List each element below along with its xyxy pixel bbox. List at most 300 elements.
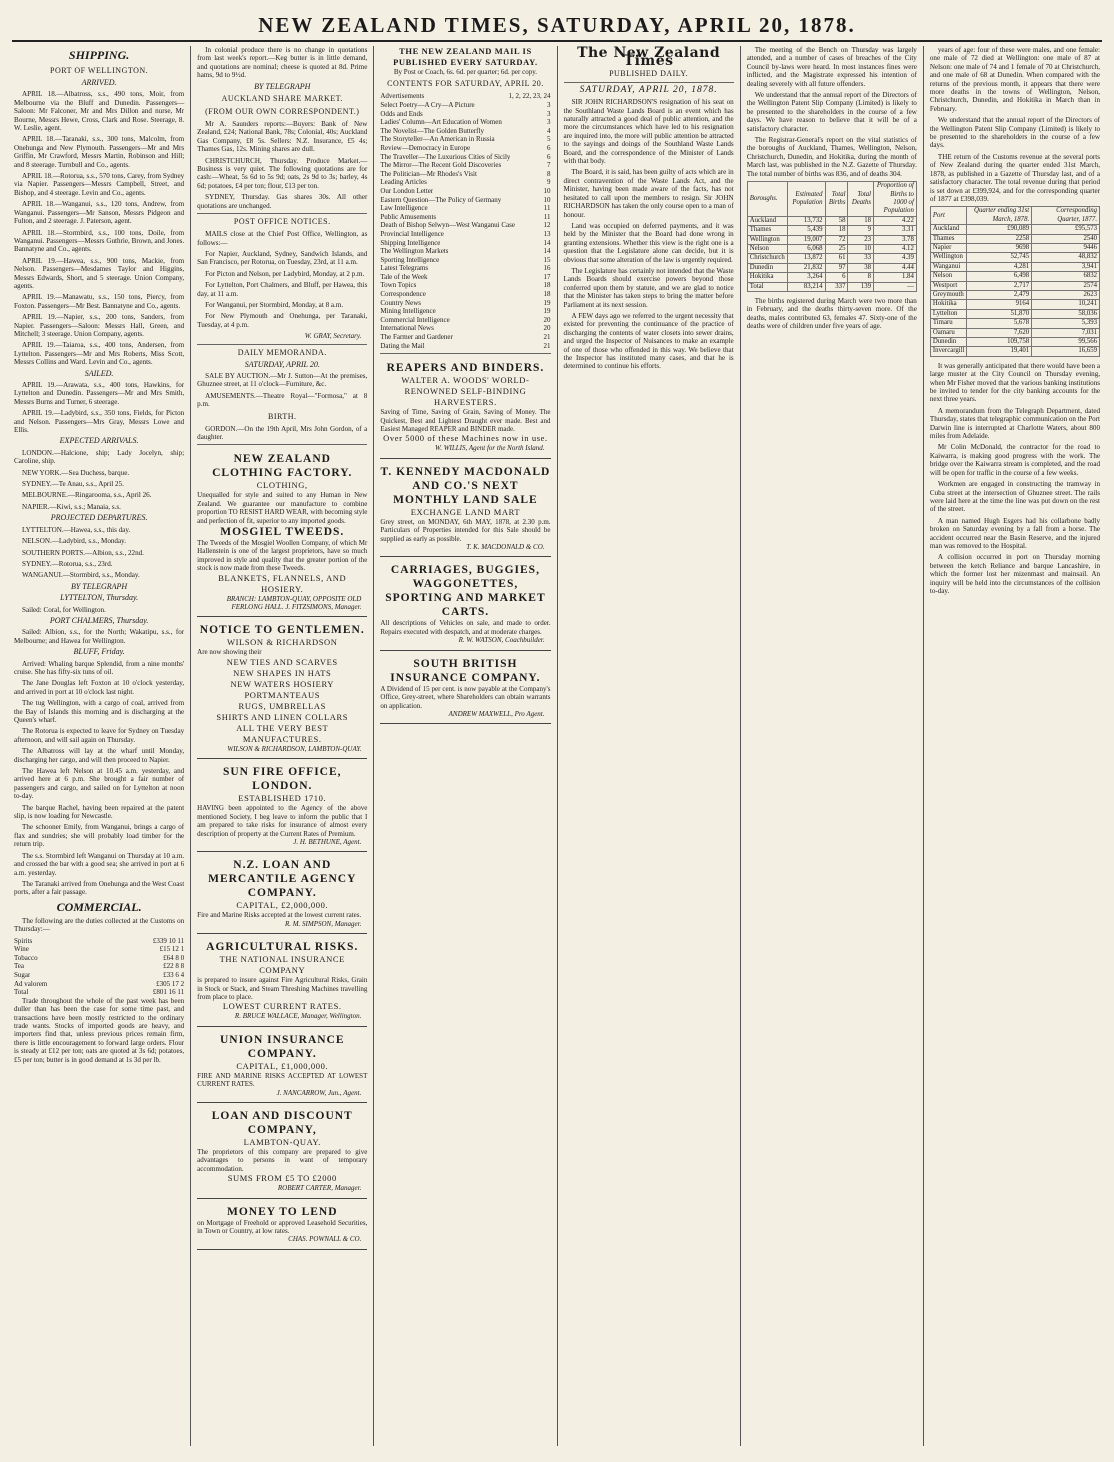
stats-cell: 18 [848,216,874,225]
local-news-paragraph: Mr Colin McDonald, the contractor for the road to Kaiwarra, is making good progress with the work. The bridge over the Kaiwarra stream is completed, and the road will be open for traffic in the course of a few weeks. [929,443,1101,477]
stats-cell: — [874,282,917,291]
ad-title: SUN FIRE OFFICE, LONDON. [222,766,342,793]
arrival-entry: APRIL 19.—Napier, s.s., 200 tons, Sanders, from Napier. Passengers—Saloon: Messrs Hall, Green, and Mitchell; 3 steerage. Union Company, agents. [14,313,185,338]
telegraph-list [14,594,184,676]
ad-subtitle: WALTER A. WOODS' WORLD-RENOWNED SELF-BINDING HARVESTERS. [401,375,530,408]
telegraph-heading: BY TELEGRAPH [70,581,128,591]
contents-row [380,273,550,282]
ad-line: NEW TIES AND SCARVES [226,656,338,667]
stats-row [747,244,916,253]
stats-row [747,254,916,263]
paper-title: The New Zealand Times [577,46,721,70]
stats-cell: 3.78 [874,235,917,244]
port-news-item: The Taranaki arrived from Onehunga and the West Coast ports, after a fair passage. [14,879,185,897]
contents-list [380,92,550,350]
customs-cell: 52,745 [967,253,1032,262]
contents-page: 4 [547,126,551,135]
ad-body: The proprietors of this company are prepared to give advantages to persons in want of temporary accommodation. [197,1147,368,1173]
contents-row [380,118,550,127]
port-news-list [14,679,184,896]
stats-row [747,216,916,225]
ad-title: N.Z. LOAN AND MERCANTILE AGENCY COMPANY. [208,859,357,900]
customs-cell: 6,498 [967,272,1032,281]
contents-item: Town Topics [380,281,417,290]
contents-page: 3 [547,101,551,109]
contents-page: 21 [543,341,551,350]
contents-heading: CONTENTS FOR SATURDAY, APRIL 20. [387,79,544,89]
contents-item: Sporting Intelligence [380,255,440,264]
port-news-item: The Hawea left Nelson at 10.45 a.m. yesterday, and arrived here at 6 p.m. She brought a fair number of passengers and cargo, and sailed on for Lyttelton at noon to-day. [14,767,185,801]
projected-entry: WANGANUI.—Stormbird, s.s., Monday. [22,571,140,580]
contents-row [380,290,550,299]
sydney-text: SYDNEY, Thursday. Gas shares 30s. All other quotations are unchanged. [197,193,368,210]
contents-page: 10 [543,186,551,195]
ad-title: NEW ZEALAND CLOTHING FACTORY. [212,453,353,480]
ad-title: UNION INSURANCE COMPANY. [219,1033,345,1060]
customs-header [930,207,1099,225]
left-advertisement [197,448,367,617]
ad-title: NOTICE TO GENTLEMEN. [199,624,365,637]
ad-line: NEW WATERS HOSIERY [230,678,335,689]
customs-table [930,206,1100,357]
contents-row [380,333,550,342]
mail-column [373,46,556,1446]
projected-entry: NELSON.—Ladybird, s.s., Monday. [22,537,126,546]
contents-item: The Traveller—The Luxurious Cities of Sicily [380,152,511,161]
contents-page: 13 [543,229,551,238]
ad-subtitle: LAMBTON-QUAY. [243,1136,321,1147]
port-news-item: The Albatross will lay at the wharf until Monday, discharging her cargo, and will then proceed to Napier. [14,747,185,764]
memoranda-date: SATURDAY, APRIL 20. [244,359,320,369]
advertisements-right [380,357,550,724]
port-news-item: The Rotorua is expected to leave for Sydney on Tuesday afternoon, and will sail again on Thursday. [14,727,185,744]
customs-cell: Oamaru [930,328,967,337]
duty-amount: £64 8 0 [163,953,185,962]
ad-signature: CHAS. POWNALL & CO. [288,1235,362,1244]
stats-row [747,282,916,291]
sailed-heading: SAILED. [84,368,114,378]
ad-title: LOAN AND DISCOUNT COMPANY, [211,1109,353,1136]
left-advertisement [197,1201,367,1250]
post-office-intro: MAILS close at the Chief Post Office, Wellington, as follows:— [197,230,368,247]
contents-item: International News [380,324,434,333]
duty-amount: £15 12 1 [159,945,185,954]
customs-row [930,347,1099,356]
arrival-entry: APRIL 19.—Manawatu, s.s., 150 tons, Piercy, from Foxton. Passengers—Mr Best. Bannatyne and Co., agents. [14,293,185,310]
contents-row [380,221,550,230]
left-advertisement [197,936,367,1027]
contents-item: The Novelist—The Golden Butterfly [380,126,484,135]
notices-column [190,46,373,1446]
expected-list [14,449,184,511]
customs-cell: 2,717 [967,281,1032,290]
contents-row [380,92,550,101]
ad-body: FIRE AND MARINE RISKS ACCEPTED AT LOWEST CURRENT RATES. [197,1071,368,1089]
contents-item: Law Intelligence [380,204,428,213]
news-paragraph: We understand that the annual report of the Directors of the Wellington Patent Slip Company (Limited) is likely to be presented to the shareholders in the course of a few days. We have reason to believe that it will be of a satisfactory character. [746,91,917,133]
left-advertisement [197,1029,367,1103]
arrival-entry: APRIL 19.—Hawea, s.s., 900 tons, Mackie, from Nelson. Passengers—Mesdames Taylor and Higgins, Messrs Edwards, Short, and 5 steerage. Union Company, agents. [14,256,185,290]
contents-row [380,281,550,290]
contents-page: 7 [547,161,551,170]
telegraph-place: LYTTELTON, Thursday. [60,593,139,603]
customs-cell: Invercargill [930,347,967,356]
duty-row [14,988,184,997]
sailed-entry: APRIL 19.—Ladybird, s.s., 350 tons, Fields, for Picton and Nelson. Passengers—Mrs Gray, Messrs Lowe and Ellis. [14,409,185,435]
shipping-heading: SHIPPING. [68,48,130,62]
post-office-heading: POST OFFICE NOTICES. [233,217,331,227]
customs-col-header: Port [930,207,967,225]
memoranda-item: AMUSEMENTS.—Theatre Royal—"Formosa," at 8 p.m. [197,391,368,409]
customs-col-header: Quarter ending 31st March, 1878. [967,207,1032,225]
contents-item: Advertisements [380,92,425,101]
contents-row [380,144,550,153]
contents-page: 14 [543,247,551,256]
memoranda-list [197,372,367,409]
correspondent-note: (FROM OUR OWN CORRESPONDENT.) [205,107,360,117]
customs-cell: 99,566 [1032,338,1100,347]
divider [197,213,367,214]
arrival-entry: APRIL 18.—Albatross, s.s., 490 tons, Moir, from Melbourne via the Bluff and Dunedin. Passengers—Saloon: Mr Falconer, Mr and Mrs Dillon and nurse, Mr Bourne, Messrs Hewe, Cross, Clark and Rose. Steerage, 8. W. Leslie, agent. [14,90,185,133]
contents-row [380,256,550,265]
stats-cell: Wellington [747,235,787,244]
expected-entry: SYDNEY.—Te Anau, s.s., April 25. [22,480,124,489]
customs-cell: 9446 [1032,243,1100,252]
contents-item: Mining Intelligence [380,307,436,316]
customs-cell: 2258 [967,234,1032,243]
customs-cell: 9698 [967,243,1032,252]
birth-heading: BIRTH. [267,411,297,421]
stats-col-header: Proportion of Births to 1000 of Population [874,182,917,217]
contents-row [380,342,550,351]
arrival-entry: APRIL 18.—Taranaki, s.s., 300 tons, Malcolm, from Onehunga and New Plymouth. Passengers—Mr and Mrs Griffin, Mr Crawford, Messrs Martin, Robinson and Hill; and 8 steerage. Turnbull and Co., agents. [14,135,185,169]
right-advertisement [380,357,550,459]
arrival-entry: APRIL 18.—Stormbird, s.s., 100 tons, Doile, from Wanganui. Passengers—Messrs Guthrie, Brown, and Jones. Bannatyne and Co., agents. [14,228,185,254]
editorial-paragraphs [564,267,734,371]
customs-cell: 2540 [1032,234,1100,243]
contents-row [380,187,550,196]
contents-row [380,110,550,119]
stats-cell: 10 [848,244,874,253]
duty-row [14,971,184,980]
stats-cell: 13,872 [787,254,825,263]
contents-row [380,324,550,333]
local-news-paragraph: It was generally anticipated that there would have been a large muster at the City Council on Thursday evening, when Mr Fisher moved that the various banking institutions be invited to tender for the city banking accounts for the next three years. [929,361,1101,404]
stats-cell: 1.84 [874,273,917,282]
customs-cell: Auckland [930,225,967,234]
contents-row [380,161,550,170]
memoranda-heading: DAILY MEMORANDA. [237,347,327,357]
customs-cell: 3,941 [1032,262,1100,271]
duty-amount: £339 10 11 [152,936,185,945]
post-office-item: For Picton and Nelson, per Ladybird, Monday, at 2 p.m. [205,269,365,278]
ad-body: Saving of Time, Saving of Grain, Saving of Money. The Quickest, Best and Lightest Draught ever made. Best and Easiest Managed REAPER and BINDER made. [380,408,551,434]
commercial-intro: The following are the duties collected at the Customs on Thursday:— [14,916,185,934]
ad-signature: T. K. MACDONALD & CO. [466,543,545,552]
local-news-paragraphs [930,46,1100,203]
customs-row [930,262,1099,271]
duty-item: Total [14,988,29,997]
contents-row [380,135,550,144]
leading-paragraph: The Board, it is said, has been guilty of acts which are in direct contravention of the Waste Lands Act, and the Minister, having been made aware of the facts, has not hesitated to call upon the members to resign. Sir JOHN RICHARDSON has taken the only course open to a man of honour. [563,168,734,219]
news-column [740,46,923,1446]
exchange-note: In colonial produce there is no change in quotations from last week's report.—Keg butter is in little demand, and quotations are nominal; cheese is quoted at 8d. Prime hams, 9d to 9½d. [197,46,368,80]
contents-row [380,299,550,308]
stats-cell: Thames [747,226,787,235]
contents-item: Review—Democracy in Europe [380,143,471,152]
ad-extra-body: The Tweeds of the Mosgiel Woollen Company, of which Mr Hallenstein is one of the largest proprietors, have so much improved in style and quality that the greater portion of the stock is now made from these Tweeds. [197,539,368,573]
left-advertisement [197,1105,367,1199]
share-market-heading: AUCKLAND SHARE MARKET. [221,94,343,104]
contents-item: Public Amusements [380,212,437,221]
contents-page: 6 [547,152,551,161]
contents-row [380,178,550,187]
customs-cell: Dunedin [930,338,967,347]
contents-item: Ladies' Column—Art Education of Women [380,118,502,127]
masthead-title: NEW ZEALAND TIMES, SATURDAY, APRIL 20, 1878. [258,13,856,37]
sailed-list [14,381,184,434]
ad-title: MONEY TO LEND [226,1205,338,1218]
customs-cell: £95,573 [1032,225,1100,234]
customs-cell: Nelson [930,272,967,281]
customs-cell: 2574 [1032,281,1100,290]
contents-item: The Wellington Markets [380,247,449,256]
duty-item: Tobacco [14,953,38,962]
port-news-item: The schooner Emily, from Wanganui, brings a cargo of flax and sundries; she will probably load timber for the return trip. [14,823,185,849]
right-advertisement [380,653,550,725]
divider [564,82,734,83]
ad-signature: ROBERT CARTER, Manager. [277,1184,362,1193]
ad-title: CARRIAGES, BUGGIES, WAGGONETTES, SPORTING AND MARKET CARTS. [385,564,546,619]
contents-row [380,127,550,136]
ad-body: HAVING been appointed to the Agency of the above mentioned Society, I beg leave to inform the public that I am prepared to take risks for insurance of almost every description of property at the Current Rates of Premium. [197,804,368,838]
stats-cell: 83,214 [787,282,825,291]
ad-line: NEW SHAPES IN HATS [233,667,332,678]
projected-entry: LYTTELTON.—Hawea, s.s., this day. [22,525,131,534]
customs-cell: 9164 [967,300,1032,309]
stats-cell: 61 [825,254,848,263]
news-paragraphs [747,46,917,133]
duty-item: Wine [14,945,29,954]
customs-cell: 2,479 [967,290,1032,299]
stats-cell: 58 [825,216,848,225]
contents-page: 11 [543,212,551,221]
ad-title: SOUTH BRITISH INSURANCE COMPANY. [390,657,541,684]
customs-cell: 58,036 [1032,309,1100,318]
customs-cell: 10,241 [1032,300,1100,309]
customs-cell: 6832 [1032,272,1100,281]
ad-line: Over 5000 of these Machines now in use. [383,433,548,444]
ad-line: RUGS, UMBRELLAS [238,700,326,711]
contents-item: Select Poetry—A Cry—A Picture [380,101,475,109]
ad-subtitle: CAPITAL, £2,000,000. [236,900,329,911]
contents-item: The Mirror—The Recent Gold Discoveries [380,161,502,170]
contents-page: 8 [547,169,551,178]
contents-page: 18 [543,290,551,299]
leading-paragraph: SIR JOHN RICHARDSON'S resignation of his seat on the Southland Waste Lands Board is an event which has naturally attracted a good deal of public attention, and the more the circumstances which have led to his resignation are inquired into, the more will public attention be attracted to the sayings and doings of the Southland Waste Lands Board, and the correspondence of the Minister of Lands with that body. [563,98,734,166]
leading-article [564,98,734,264]
stats-cell: Christchurch [747,254,787,263]
columns [8,46,1106,1446]
customs-cell: 19,401 [967,347,1032,356]
stats-cell: 19,007 [787,235,825,244]
expected-entry: MELBOURNE.—Ringarooma, s.s., April 26. [22,491,152,500]
local-news-paragraph: We understand that the annual report of the Directors of the Wellington Patent Slip Company (Limited) is likely to be presented to the shareholders in the course of a few days. [929,116,1101,150]
post-office-signature: W. GRAY, Secretary. [304,332,362,341]
ad-body: on Mortgage of Freehold or approved Leasehold Securities, in Town or Country, at low rates. [197,1218,368,1235]
customs-row [930,328,1099,337]
customs-cell: Hokitika [930,300,967,309]
ad-subtitle: ESTABLISHED 1710. [238,793,327,804]
contents-item: Correspondence [380,290,426,299]
stats-cell: 9 [848,226,874,235]
vital-stats-header [747,182,916,217]
projected-entry: SYDNEY.—Rotorua, s.s., 23rd. [22,559,113,568]
ad-title: AGRICULTURAL RISKS. [206,941,359,954]
contents-page: 20 [543,315,551,324]
contents-item: Death of Bishop Selwyn—West Wanganui Case [380,221,515,230]
arrival-entry: APRIL 18.—Wanganui, s.s., 120 tons, Andrew, from Wanganui. Passengers—Mr Sanson, Messrs Pidgeon and Fulton, and 2 steerage. J. Paterson, agent. [14,200,185,226]
duty-item: Ad valorem [14,979,48,988]
stats-col-header: Total Deaths [848,182,874,217]
customs-cell: Thames [930,234,967,243]
ad-subtitle: THE NATIONAL INSURANCE COMPANY [219,954,345,976]
ad-body: is prepared to insure against Fire Agricultural Risks, Grain in Stock or Stack, and Steam Threshing Machines travelling from place to place. [197,976,368,1001]
leading-paragraph: Land was occupied on deferred payments, and it was held by the Minister that the Board had done wrong in granting extensions. Whether this view is the right one is a question that the Legislature alone can decide, but it is obvious that some alteration of the law is urgently required. [563,221,734,264]
ad-extra-title: MOSGIEL TWEEDS. [220,526,345,539]
mail-price: By Post or Coach, 6s. 6d. per quarter; 6d. per copy. [393,68,538,76]
editorial-paragraph: A FEW days ago we referred to the urgent necessity that existed for preventing the continuance of the practice of discharging the contents of water closets into sewer drains, and urged the Inspector of Nuisances to make an example of one of those who offended in this way. We believe that the Inspector has instituted many cases, and that he is determined to continue his efforts. [563,311,734,371]
ad-body: A Dividend of 15 per cent. is now payable at the Company's Office, Grey-street, where Shareholders can obtain warrants on application. [380,684,551,710]
ad-body: Grey street, on MONDAY, 6th MAY, 1878, at 2.30 p.m. Particulars of Properties intended for this Sale should be supplied as early as possible. [380,517,551,543]
post-office-list [197,250,367,329]
customs-cell: Timaru [930,319,967,328]
stats-row [747,263,916,272]
arrived-heading: ARRIVED. [81,78,117,87]
post-office-item: For Lyttelton, Port Chalmers, and Bluff, per Hawea, this day, at 11 a.m. [197,281,368,298]
arrival-entry: APRIL 18.—Rotorua, s.s., 570 tons, Carey, from Sydney via Napier. Passengers—Messrs Campbell, Street, and Bishop, and 4 steerage. Levin and Co., agents. [14,172,185,197]
duty-row [14,980,184,989]
port-heading: PORT OF WELLINGTON. [50,66,149,75]
birth-text: GORDON.—On the 19th April, Mrs John Gordon, of a daughter. [197,424,368,441]
port-news-item: The tug Wellington, with a cargo of coal, arrived from the Bay of Islands this morning and is discharging at the Queen's wharf. [14,699,185,724]
contents-row [380,213,550,222]
divider [197,444,367,445]
duty-amount: £33 6 4 [163,970,185,979]
contents-page: 20 [543,324,551,333]
local-news-paragraphs-2 [930,362,1100,596]
ad-body: Unequalled for style and suited to any Human in New Zealand. We guarantee our manufacture to combine proportion TO RESIST HARD WEAR, with becoming style and perfection of fit, superior to any imported goods. [197,491,368,525]
ad-subtitle: CLOTHING, [256,480,308,491]
expected-entry: NAPIER.—Kiwi, s.s.; Manaia, s.s. [22,502,121,511]
stats-cell: 4.12 [874,244,917,253]
local-news-paragraph: Workmen are engaged in constructing the tramway in Cuba street at the intersection of Ghuznee street. The rails were laid here at the time the line was put down on the rest of the street. [929,480,1101,514]
stats-cell: 25 [825,244,848,253]
customs-row [930,272,1099,281]
ad-signature: W. WILLIS, Agent for the North Island. [435,444,545,453]
local-news-paragraph: A memorandum from the Telegraph Department, dated Thursday, states that telegraphic communication on the Port Darwin line is interrupted at Charlotte Waters, about 800 miles from Adelaide. [929,406,1101,441]
contents-item: Odds and Ends [380,109,423,118]
customs-body [930,225,1099,357]
duty-item: Sugar [14,970,31,979]
stats-cell: 97 [825,263,848,272]
port-news-item: The s.s. Stormbird left Wanganui on Thursday at 10 a.m. and crossed the bar with a good sea; she arrived in port at 6 a.m. yesterday. [14,851,185,877]
left-advertisement [197,854,367,934]
arrivals-list [14,90,184,366]
duties-list [14,937,184,997]
contents-page: 14 [543,238,551,247]
paper-subtitle: PUBLISHED DAILY. [609,68,689,78]
customs-row [930,338,1099,347]
duty-amount: £22 8 8 [163,962,185,971]
right-advertisement [380,461,550,558]
left-advertisement [197,619,367,759]
stats-col-header: Boroughs. [747,182,787,217]
vital-stats-body [747,216,916,291]
stats-cell: 139 [848,282,874,291]
stats-cell: 4.44 [874,263,917,272]
ad-body: All descriptions of Vehicles on sale, and made to order. Repairs executed with despatch, and at moderate charges. [380,619,551,636]
projected-heading: PROJECTED DEPARTURES. [50,513,148,523]
customs-cell: 109,758 [967,338,1032,347]
stats-cell: 4.39 [874,254,917,263]
telegraph-place: BLUFF, Friday. [73,647,125,657]
contents-item: The Politician—Mr Rhodes's Visit [380,169,477,178]
contents-row [380,264,550,273]
customs-row [930,253,1099,262]
ad-line: SHIRTS AND LINEN COLLARS [216,711,349,722]
expected-entry: LONDON.—Halcione, ship; Lady Jocelyn, ship; Caroline, ship. [14,448,185,466]
arrival-entry: APRIL 19.—Taiaroa, s.s., 400 tons, Andersen, from Lyttelton. Passengers—Mr and Mrs Roberts, Miss Scott, Messrs Collins and Ward. Levin and Co., agents. [14,341,185,367]
divider [197,344,367,345]
customs-row [930,300,1099,309]
customs-row [930,234,1099,243]
customs-col-header: Corresponding Quarter, 1877. [1032,207,1100,225]
vital-stats-table [747,181,917,292]
stats-cell: 337 [825,282,848,291]
contents-item: Leading Articles [380,178,427,187]
contents-row [380,170,550,179]
stats-cell: Nelson [747,244,787,253]
stats-col-header: Total Births [825,182,848,217]
contents-row [380,307,550,316]
telegraph-place: PORT CHALMERS, Thursday. [49,615,149,625]
local-news-paragraph: A man named Hugh Esgers had his collarbone badly broken on Saturday evening by a fall from a horse. The accident occurred near the Basin Reserve, and the injured man was removed to the Hospital. [929,516,1101,550]
contents-row [380,101,550,110]
commercial-text: Trade throughout the whole of the past week has been duller than has been the case for some time past, and transactions have been mostly restricted to the ordinary trade wants. Stocks of imported goods are heavy, and importers find that, unless previous prices remain firm, there is little encouragement to forward large orders. Flour is steady at £12 per ton; oats are quoted at 3s 6d; potatoes, £5 per ton; butter is in good demand at 1s 3d per lb. [14,996,185,1064]
port-news-item: The barque Rachel, having been repaired at the patent slip, is now loading for Newcastle. [14,803,185,821]
ad-signature: J. NANCARROW, Jun., Agent. [276,1088,362,1097]
stats-row [747,273,916,282]
divider [380,353,550,354]
stats-cell: Auckland [747,216,787,225]
stats-cell: Hokitika [747,273,787,282]
stats-col-header: Estimated Population [787,182,825,217]
contents-item: Shipping Intelligence [380,238,441,247]
editorial-paragraph: The Legislature has certainly not intended that the Waste Lands Boards should exercise powers beyond those conferred upon them by statute, and we are glad to notice that the Minister has taken steps to bring the matter before Parliament at its next session. [563,266,734,309]
contents-row [380,196,550,205]
stats-cell: 72 [825,235,848,244]
customs-cell: Napier [930,243,967,252]
ad-line: LOWEST CURRENT RATES. [222,1001,342,1012]
expected-entry: NEW YORK.—Sea Duchess, barque. [22,468,130,477]
stats-cell: 23 [848,235,874,244]
vital-stats-intro: The Registrar-General's report on the vital statistics of the boroughs of Auckland, Thames, Wellington, Nelson, Christchurch, Dunedin, and Hokitika, during the month of March last, was published in the N.Z. Gazette of Thursday. The total number of births was 836, and of deaths 304. [746,136,917,178]
contents-page: 16 [543,264,551,273]
customs-row [930,225,1099,234]
masthead-rule [12,40,1102,42]
duty-row [14,954,184,963]
